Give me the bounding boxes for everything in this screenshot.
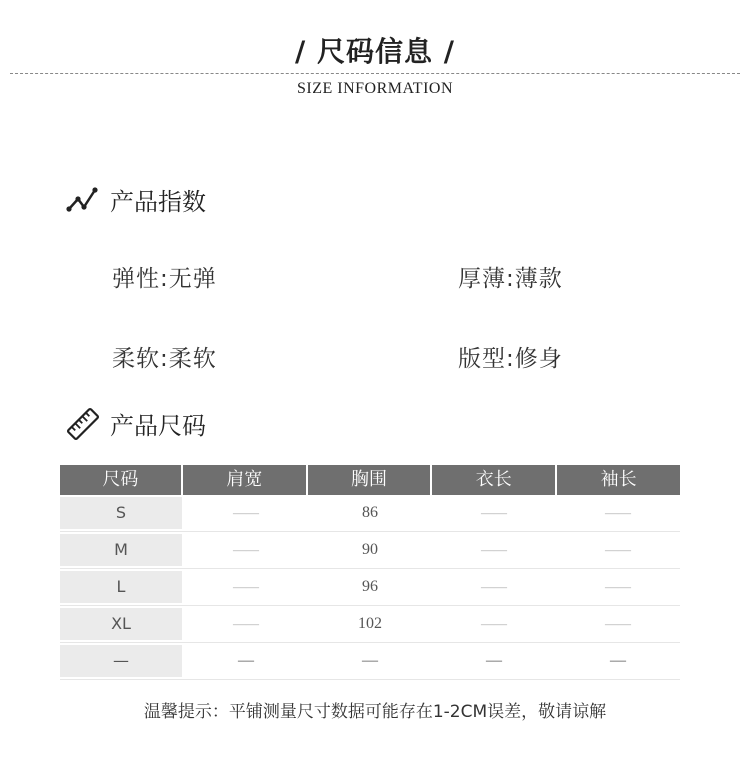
size-cell: L	[60, 571, 182, 603]
table-row	[60, 569, 680, 606]
product-size-heading	[66, 406, 206, 441]
column-header-chest: 胸围	[308, 465, 433, 495]
size-cell: S	[60, 497, 182, 529]
product-index-label: 产品指数	[110, 188, 206, 216]
column-header-shoulder: 肩宽	[183, 465, 308, 495]
table-row	[60, 495, 680, 532]
shoulder-cell: ——	[233, 616, 259, 631]
table-row	[60, 606, 680, 643]
column-header-length: 衣长	[432, 465, 557, 495]
product-size-label: 产品尺码	[110, 412, 206, 440]
chest-cell: 86	[362, 504, 378, 521]
column-header-size: 尺码	[60, 465, 183, 495]
shoulder-cell: ——	[233, 579, 259, 594]
sleeve-cell: —	[610, 652, 626, 669]
length-cell: ——	[481, 505, 507, 520]
sleeve-cell: ——	[605, 616, 631, 631]
title-divider	[10, 73, 740, 74]
shoulder-cell: ——	[233, 542, 259, 557]
attr-elasticity: 弹性:无弹	[112, 266, 217, 292]
shoulder-cell: ——	[233, 505, 259, 520]
ruler-icon	[66, 407, 100, 441]
product-index-heading	[66, 182, 206, 217]
length-cell: ——	[481, 579, 507, 594]
shoulder-cell: —	[238, 652, 254, 669]
chest-cell: 102	[358, 615, 382, 632]
measurement-note: 温馨提示：平铺测量尺寸数据可能存在1-2CM误差，敬请谅解	[143, 702, 607, 722]
chest-cell: 96	[362, 578, 378, 595]
page-title: / 尺码信息 /	[295, 35, 455, 68]
size-table	[60, 465, 680, 680]
length-cell: —	[486, 652, 502, 669]
size-cell: —	[60, 645, 182, 677]
table-row	[60, 532, 680, 569]
attr-thickness: 厚薄:薄款	[458, 266, 563, 292]
column-header-sleeve: 袖长	[557, 465, 680, 495]
chest-cell: 90	[362, 541, 378, 558]
sleeve-cell: ——	[605, 579, 631, 594]
length-cell: ——	[481, 616, 507, 631]
length-cell: ——	[481, 542, 507, 557]
size-cell: XL	[60, 608, 182, 640]
attr-fit: 版型:修身	[458, 346, 563, 372]
size-table-header	[60, 465, 680, 495]
line-chart-icon	[66, 183, 100, 217]
sleeve-cell: ——	[605, 542, 631, 557]
attr-softness: 柔软:柔软	[112, 346, 217, 372]
table-row	[60, 643, 680, 680]
sleeve-cell: ——	[605, 505, 631, 520]
chest-cell: —	[362, 652, 378, 669]
page-subtitle: SIZE INFORMATION	[297, 80, 453, 97]
size-cell: M	[60, 534, 182, 566]
